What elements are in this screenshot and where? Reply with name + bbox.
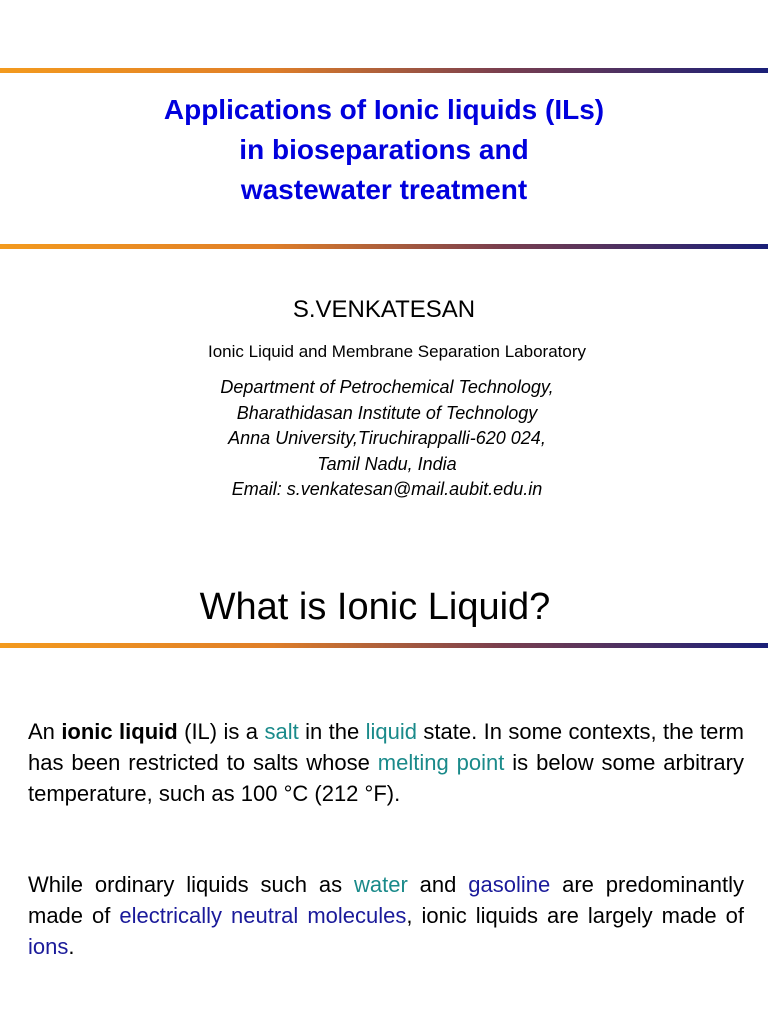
text: While ordinary liquids such as — [28, 872, 354, 897]
author-name: S.VENKATESAN — [292, 296, 476, 323]
text: state. In some contexts, the term has been restricted to salts whose — [28, 719, 744, 775]
definition-paragraph — [28, 716, 744, 809]
link-molecules[interactable]: molecules — [307, 903, 407, 928]
link-gasoline[interactable]: gasoline — [468, 872, 551, 897]
term-ionic-liquid: ionic liquid — [61, 719, 178, 744]
text: is below some arbitrary temperature, such as 100 °C (212 °F). — [28, 750, 744, 806]
text: in the — [298, 719, 366, 744]
slide-title-line-1: Applications of Ionic liquids (ILs) — [163, 94, 605, 125]
email-line: Email: s.venkatesan@mail.aubit.edu.in — [231, 479, 543, 499]
slide-title — [0, 90, 768, 210]
text: are predominantly made of — [28, 872, 744, 928]
affiliation-block — [0, 375, 768, 503]
text: , ionic liquids are largely made of — [406, 903, 744, 928]
section-divider-bar — [0, 643, 768, 648]
link-liquid[interactable]: liquid — [365, 719, 417, 744]
composition-paragraph — [28, 869, 744, 962]
text: An — [28, 719, 62, 744]
affiliation-line-1: Department of Petrochemical Technology, — [220, 377, 554, 397]
affiliation-line-3: Anna University,Tiruchirappalli-620 024, — [228, 428, 546, 448]
text: (IL) is a — [177, 719, 265, 744]
link-electrically-neutral[interactable]: electrically neutral — [119, 903, 299, 928]
affiliation-line-4: Tamil Nadu, India — [317, 453, 457, 474]
slide-title-line-2: in bioseparations and — [239, 134, 529, 165]
top-divider-bar — [0, 68, 768, 73]
link-salt[interactable]: salt — [264, 719, 299, 744]
link-ions[interactable]: ions — [28, 934, 69, 959]
section-title: What is Ionic Liquid? — [199, 586, 551, 628]
link-melting-point[interactable]: melting point — [377, 750, 505, 775]
lab-name: Ionic Liquid and Membrane Separation Laboratory — [207, 342, 587, 361]
slide-title-line-3: wastewater treatment — [240, 174, 528, 205]
text: and — [407, 872, 469, 897]
text — [298, 903, 307, 928]
text: . — [68, 934, 75, 959]
affiliation-line-2: Bharathidasan Institute of Technology — [236, 402, 538, 423]
link-water[interactable]: water — [354, 872, 408, 897]
title-divider-bar — [0, 244, 768, 249]
